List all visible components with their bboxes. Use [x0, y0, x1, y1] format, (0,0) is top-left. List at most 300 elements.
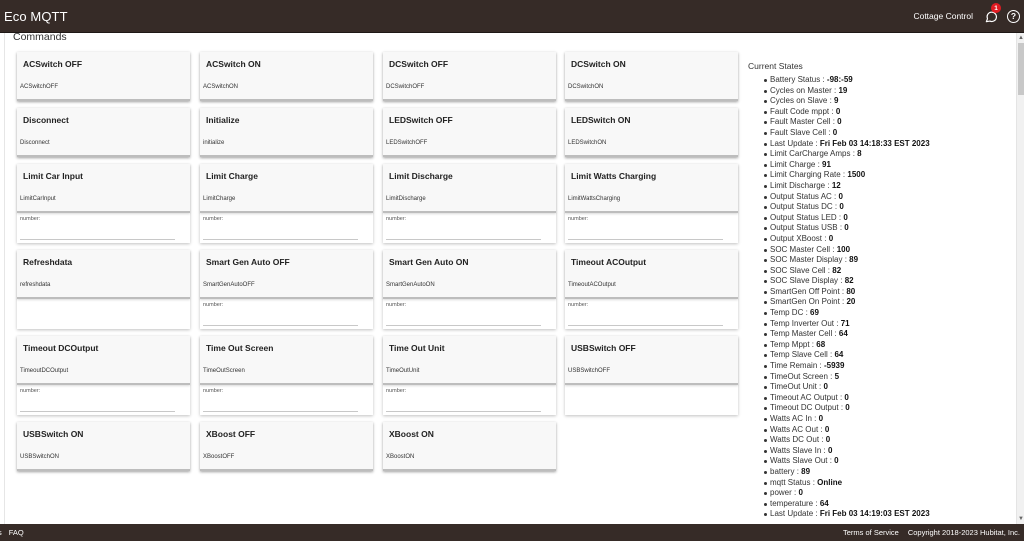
state-value: 0 — [844, 223, 849, 233]
state-item — [770, 403, 1008, 414]
state-label: Output Status USB — [770, 223, 838, 233]
command-title: Refreshdata — [23, 257, 73, 267]
state-label: Battery Status — [770, 75, 821, 84]
state-separator: : — [810, 477, 818, 487]
states-list — [770, 75, 1008, 520]
state-item — [770, 128, 1008, 139]
state-separator: : — [813, 138, 820, 148]
state-label: Limit Discharge — [770, 180, 826, 190]
command-params — [200, 299, 373, 329]
state-item — [770, 509, 1008, 520]
state-separator: : — [837, 392, 845, 402]
state-label: Watts Slave In — [770, 445, 822, 455]
state-item — [770, 96, 1008, 107]
number-label: number: — [203, 388, 224, 394]
state-value: 0 — [844, 392, 849, 402]
state-separator: : — [817, 361, 824, 371]
command-card — [200, 108, 373, 157]
state-value: 0 — [837, 117, 842, 127]
state-value: 20 — [846, 297, 856, 307]
command-title: LEDSwitch ON — [571, 115, 631, 125]
state-separator: : — [820, 75, 827, 84]
state-value: 69 — [810, 308, 819, 318]
state-item — [770, 287, 1008, 298]
command-card — [17, 250, 190, 329]
command-card — [565, 52, 738, 101]
command-title: Limit Watts Charging — [571, 171, 657, 181]
command-name: USBSwitchON — [20, 454, 60, 460]
command-button[interactable] — [565, 250, 738, 299]
state-item — [770, 107, 1008, 118]
command-button[interactable] — [17, 422, 190, 471]
notifications-button[interactable] — [983, 4, 999, 24]
command-button[interactable] — [383, 108, 556, 157]
state-value: 0 — [823, 382, 828, 392]
main-content — [0, 33, 1016, 524]
command-button[interactable] — [200, 108, 373, 157]
command-button[interactable] — [383, 164, 556, 213]
command-button[interactable] — [17, 250, 190, 299]
state-value: 64 — [819, 498, 829, 508]
state-item — [770, 478, 1008, 489]
state-separator: : — [839, 297, 847, 307]
command-params — [565, 213, 738, 243]
command-name: LimitCarInput — [20, 196, 56, 202]
state-separator: : — [794, 466, 802, 476]
state-value: Fri Feb 03 14:19:03 EST 2023 — [819, 509, 930, 519]
state-item — [770, 170, 1008, 181]
copyright-text: Copyright 2018-2023 Hubitat, Inc. — [907, 528, 1020, 537]
footer-links — [0, 528, 31, 537]
command-button[interactable] — [383, 336, 556, 385]
state-separator: : — [819, 435, 826, 445]
state-separator: : — [839, 286, 847, 296]
command-title: ACSwitch OFF — [23, 59, 83, 69]
command-button[interactable] — [383, 52, 556, 101]
state-separator: : — [830, 244, 837, 254]
state-label: Watts Slave Out — [770, 456, 828, 466]
state-item — [770, 382, 1008, 393]
state-item — [770, 139, 1008, 150]
number-input[interactable] — [20, 402, 175, 412]
command-params — [200, 385, 373, 415]
state-value: 12 — [831, 180, 841, 190]
state-item — [770, 308, 1008, 319]
state-label: Temp Slave Cell — [770, 350, 828, 360]
scroll-thumb[interactable] — [1018, 43, 1024, 95]
state-item — [770, 234, 1008, 245]
state-value: 82 — [832, 265, 842, 275]
number-label: number: — [386, 302, 407, 308]
state-label: temperature — [770, 498, 814, 508]
footer-link[interactable] — [0, 528, 2, 537]
state-separator: : — [827, 456, 835, 466]
state-value: 19 — [838, 85, 848, 95]
state-item — [770, 75, 1008, 86]
command-card — [200, 52, 373, 101]
state-value: 64 — [838, 329, 848, 339]
state-item — [770, 297, 1008, 308]
state-label: SOC Master Cell — [770, 244, 831, 254]
state-value: 0 — [824, 424, 830, 434]
current-states-panel — [748, 61, 1008, 520]
state-label: Limit Charging Rate — [770, 170, 841, 180]
state-label: power — [770, 488, 792, 498]
command-button[interactable] — [17, 336, 190, 385]
state-value: 0 — [843, 212, 848, 222]
state-value: 0 — [838, 191, 843, 201]
state-label: Output Status LED — [770, 212, 837, 222]
state-item — [770, 276, 1008, 287]
top-bar-actions — [913, 4, 1020, 24]
command-card — [383, 422, 556, 471]
command-card — [17, 336, 190, 415]
command-button[interactable] — [383, 250, 556, 299]
command-params — [565, 385, 738, 415]
command-name: SmartGenAutoOFF — [203, 282, 255, 288]
command-title: LEDSwitch OFF — [389, 115, 453, 125]
state-separator: : — [818, 424, 825, 434]
command-card — [565, 336, 738, 415]
state-item — [770, 245, 1008, 256]
state-item — [770, 425, 1008, 436]
command-card — [17, 108, 190, 157]
state-label: Timeout AC Output — [770, 392, 838, 402]
state-item — [770, 488, 1008, 499]
state-value: 0 — [835, 106, 841, 116]
command-button[interactable] — [565, 108, 738, 157]
command-title: Limit Charge — [206, 171, 258, 181]
command-button[interactable] — [383, 422, 556, 471]
state-label: Limit CarCharge Amps — [770, 149, 851, 159]
number-label: number: — [386, 388, 407, 394]
state-value: 0 — [845, 403, 850, 413]
state-separator: : — [832, 329, 839, 339]
state-item — [770, 255, 1008, 266]
state-label: Cycles on Slave — [770, 96, 828, 106]
footer — [0, 524, 1024, 541]
state-separator: : — [838, 276, 845, 286]
state-label: Limit Charge — [770, 159, 816, 169]
command-title: Time Out Screen — [206, 343, 274, 353]
number-input[interactable] — [568, 230, 723, 240]
state-label: TimeOut Screen — [770, 371, 828, 381]
footer-right — [834, 528, 1020, 537]
state-separator: : — [816, 382, 824, 392]
number-input[interactable] — [20, 230, 175, 240]
number-input[interactable] — [203, 402, 358, 412]
state-separator: : — [829, 106, 836, 116]
command-button[interactable] — [200, 250, 373, 299]
command-name: TimeOutScreen — [203, 368, 245, 374]
state-value: 68 — [816, 339, 826, 349]
command-title: XBoost ON — [389, 429, 434, 439]
state-label: Temp DC — [770, 308, 804, 318]
state-label: SOC Slave Display — [770, 276, 839, 286]
state-value: 71 — [840, 318, 850, 328]
command-button[interactable] — [565, 164, 738, 213]
command-title: Time Out Unit — [389, 343, 445, 353]
scroll-down-arrow-icon[interactable]: ▼ — [1018, 516, 1024, 522]
command-title: Smart Gen Auto ON — [389, 257, 469, 267]
state-label: Output Status DC — [770, 202, 833, 212]
state-separator: : — [834, 318, 841, 328]
command-button[interactable] — [17, 164, 190, 213]
command-name: LimitCharge — [203, 196, 236, 202]
state-label: Last Update — [770, 509, 814, 519]
command-name: XBoostOFF — [203, 454, 235, 460]
state-item — [770, 446, 1008, 457]
command-name: ACSwitchON — [203, 84, 239, 90]
state-separator: : — [813, 498, 820, 508]
state-label: TimeOut Unit — [770, 382, 817, 392]
command-name: SmartGenAutoON — [386, 282, 435, 288]
command-name: refreshdata — [20, 282, 51, 288]
number-label: number: — [20, 388, 41, 394]
state-item — [770, 181, 1008, 192]
command-card — [565, 250, 738, 329]
state-item — [770, 202, 1008, 213]
state-value: 89 — [801, 466, 811, 476]
state-label: Fault Code mppt — [770, 106, 830, 116]
command-title: USBSwitch ON — [23, 429, 84, 439]
state-label: Watts AC In — [770, 414, 812, 423]
state-separator: : — [815, 159, 823, 169]
state-value: 89 — [849, 255, 859, 265]
command-card — [200, 164, 373, 243]
state-item — [770, 361, 1008, 372]
command-card — [17, 164, 190, 243]
command-title: Limit Car Input — [23, 171, 83, 181]
state-item — [770, 467, 1008, 478]
help-icon[interactable]: ? — [1007, 10, 1020, 23]
command-button[interactable] — [17, 52, 190, 101]
command-name: TimeoutDCOutput — [20, 368, 69, 374]
command-card — [383, 336, 556, 415]
command-button[interactable] — [200, 422, 373, 471]
command-title: XBoost OFF — [206, 429, 256, 439]
state-separator: : — [825, 180, 832, 190]
state-value: Online — [817, 477, 843, 487]
command-button[interactable] — [200, 164, 373, 213]
state-label: Last Update — [770, 138, 814, 148]
state-label: Fault Master Cell — [770, 117, 831, 127]
state-label: Timeout DC Output — [770, 403, 839, 413]
state-label: mqtt Status — [770, 477, 811, 487]
state-label: Temp Inverter Out — [770, 318, 835, 328]
number-input[interactable] — [386, 402, 541, 412]
state-value: Fri Feb 03 14:18:33 EST 2023 — [819, 138, 930, 148]
terms-link[interactable]: Terms of Service — [842, 528, 899, 537]
number-input[interactable] — [203, 316, 358, 326]
state-value: 64 — [834, 350, 844, 360]
state-value: 1500 — [847, 170, 866, 180]
state-separator: : — [803, 308, 811, 318]
command-name: initialize — [203, 140, 225, 146]
state-separator: : — [811, 414, 819, 423]
state-value: 0 — [818, 414, 824, 423]
state-value: 80 — [846, 286, 856, 296]
command-card — [200, 336, 373, 415]
number-label: number: — [568, 302, 589, 308]
command-card — [383, 164, 556, 243]
number-label: number: — [203, 216, 224, 222]
state-separator: : — [813, 509, 820, 519]
command-title: Disconnect — [23, 115, 69, 125]
state-value: 0 — [798, 488, 803, 498]
state-value: 9 — [834, 96, 839, 106]
top-bar — [0, 0, 1024, 33]
command-name: DCSwitchON — [568, 84, 604, 90]
command-title: ACSwitch ON — [206, 59, 261, 69]
state-item — [770, 266, 1008, 277]
state-item — [770, 223, 1008, 234]
command-button[interactable] — [200, 336, 373, 385]
number-input[interactable] — [568, 316, 723, 326]
command-button[interactable] — [565, 52, 738, 101]
command-params — [383, 213, 556, 243]
command-name: LEDSwitchON — [568, 140, 607, 146]
command-name: DCSwitchOFF — [386, 84, 425, 90]
state-item — [770, 340, 1008, 351]
state-separator: : — [832, 202, 840, 212]
state-value: 91 — [822, 159, 831, 169]
command-name: Disconnect — [20, 140, 50, 146]
state-value: -98:-59 — [826, 75, 853, 84]
commands-title: Commands — [13, 33, 67, 43]
current-states-title: Current States — [748, 61, 803, 71]
number-label: number: — [20, 216, 41, 222]
command-name: XBoostON — [386, 454, 415, 460]
command-button[interactable] — [200, 52, 373, 101]
state-label: SOC Slave Cell — [770, 265, 826, 275]
number-label: number: — [568, 216, 589, 222]
command-card — [383, 108, 556, 157]
state-label: Cycles on Master — [770, 85, 832, 95]
state-item — [770, 192, 1008, 203]
state-item — [770, 372, 1008, 383]
state-label: Fault Slave Cell — [770, 127, 827, 137]
state-item — [770, 350, 1008, 361]
state-value: 0 — [832, 127, 838, 137]
command-params — [383, 299, 556, 329]
state-separator: : — [830, 117, 838, 127]
state-label: SmartGen Off Point — [770, 286, 840, 296]
state-label: Watts AC Out — [770, 424, 819, 434]
state-separator: : — [837, 223, 845, 233]
state-item — [770, 414, 1008, 425]
state-separator: : — [831, 85, 839, 95]
state-separator: : — [831, 191, 839, 201]
state-separator: : — [791, 488, 799, 498]
state-value: 0 — [834, 456, 839, 466]
command-name: LEDSwitchOFF — [386, 140, 428, 146]
hub-name-link[interactable]: Cottage Control — [913, 11, 973, 21]
state-separator: : — [840, 170, 848, 180]
command-name: LimitDischarge — [386, 196, 426, 202]
state-label: Output Status AC — [770, 191, 832, 201]
state-item — [770, 86, 1008, 97]
command-card — [383, 52, 556, 101]
state-separator: : — [821, 445, 828, 455]
command-title: DCSwitch ON — [571, 59, 626, 69]
state-value: -5939 — [823, 361, 845, 371]
state-label: Temp Mppt — [770, 339, 810, 349]
state-separator: : — [827, 350, 835, 360]
divider — [4, 33, 5, 524]
command-params — [17, 299, 190, 329]
footer-link[interactable]: FAQ — [8, 528, 24, 537]
state-value: 82 — [844, 276, 854, 286]
notification-badge: 1 — [991, 3, 1001, 13]
command-title: Limit Discharge — [389, 171, 453, 181]
state-separator: : — [838, 403, 846, 413]
command-params — [17, 385, 190, 415]
state-label: Temp Master Cell — [770, 329, 833, 339]
scroll-up-arrow-icon[interactable]: ▲ — [1018, 35, 1024, 41]
command-params — [565, 299, 738, 329]
state-label: Time Remain — [770, 361, 818, 371]
state-separator: : — [850, 149, 858, 159]
command-title: Timeout DCOutput — [23, 343, 99, 353]
state-item — [770, 160, 1008, 171]
number-label: number: — [386, 216, 407, 222]
command-params — [383, 385, 556, 415]
command-card — [383, 250, 556, 329]
state-item — [770, 499, 1008, 510]
command-title: DCSwitch OFF — [389, 59, 449, 69]
state-label: Output XBoost — [770, 233, 823, 243]
command-card — [200, 250, 373, 329]
state-label: Watts DC Out — [770, 435, 820, 445]
command-button[interactable] — [17, 108, 190, 157]
number-label: number: — [203, 302, 224, 308]
state-value: 0 — [828, 233, 834, 243]
state-separator: : — [827, 96, 835, 106]
state-item — [770, 456, 1008, 467]
command-params — [17, 213, 190, 243]
state-label: SOC Master Display — [770, 255, 843, 265]
number-input[interactable] — [386, 316, 541, 326]
command-name: TimeoutACOutput — [568, 282, 616, 288]
number-input[interactable] — [386, 230, 541, 240]
command-name: ACSwitchOFF — [20, 84, 59, 90]
command-button[interactable] — [565, 336, 738, 385]
state-item — [770, 329, 1008, 340]
state-item — [770, 117, 1008, 128]
command-card — [565, 108, 738, 157]
state-item — [770, 319, 1008, 330]
state-separator: : — [836, 212, 844, 222]
state-value: 100 — [836, 244, 851, 254]
state-separator: : — [809, 339, 817, 349]
command-title: USBSwitch OFF — [571, 343, 636, 353]
command-title: Timeout ACOutput — [571, 257, 647, 267]
state-label: battery — [770, 466, 795, 476]
state-value: 0 — [827, 445, 833, 455]
state-separator: : — [826, 127, 833, 137]
command-name: USBSwitchOFF — [568, 368, 611, 374]
command-name: LimitWattsCharging — [568, 196, 621, 202]
command-card — [200, 422, 373, 471]
state-item — [770, 393, 1008, 404]
command-title: Smart Gen Auto OFF — [206, 257, 290, 267]
state-separator: : — [822, 233, 829, 243]
state-separator: : — [825, 265, 833, 275]
command-card — [17, 422, 190, 471]
number-input[interactable] — [203, 230, 358, 240]
vertical-scrollbar[interactable] — [1016, 33, 1024, 524]
